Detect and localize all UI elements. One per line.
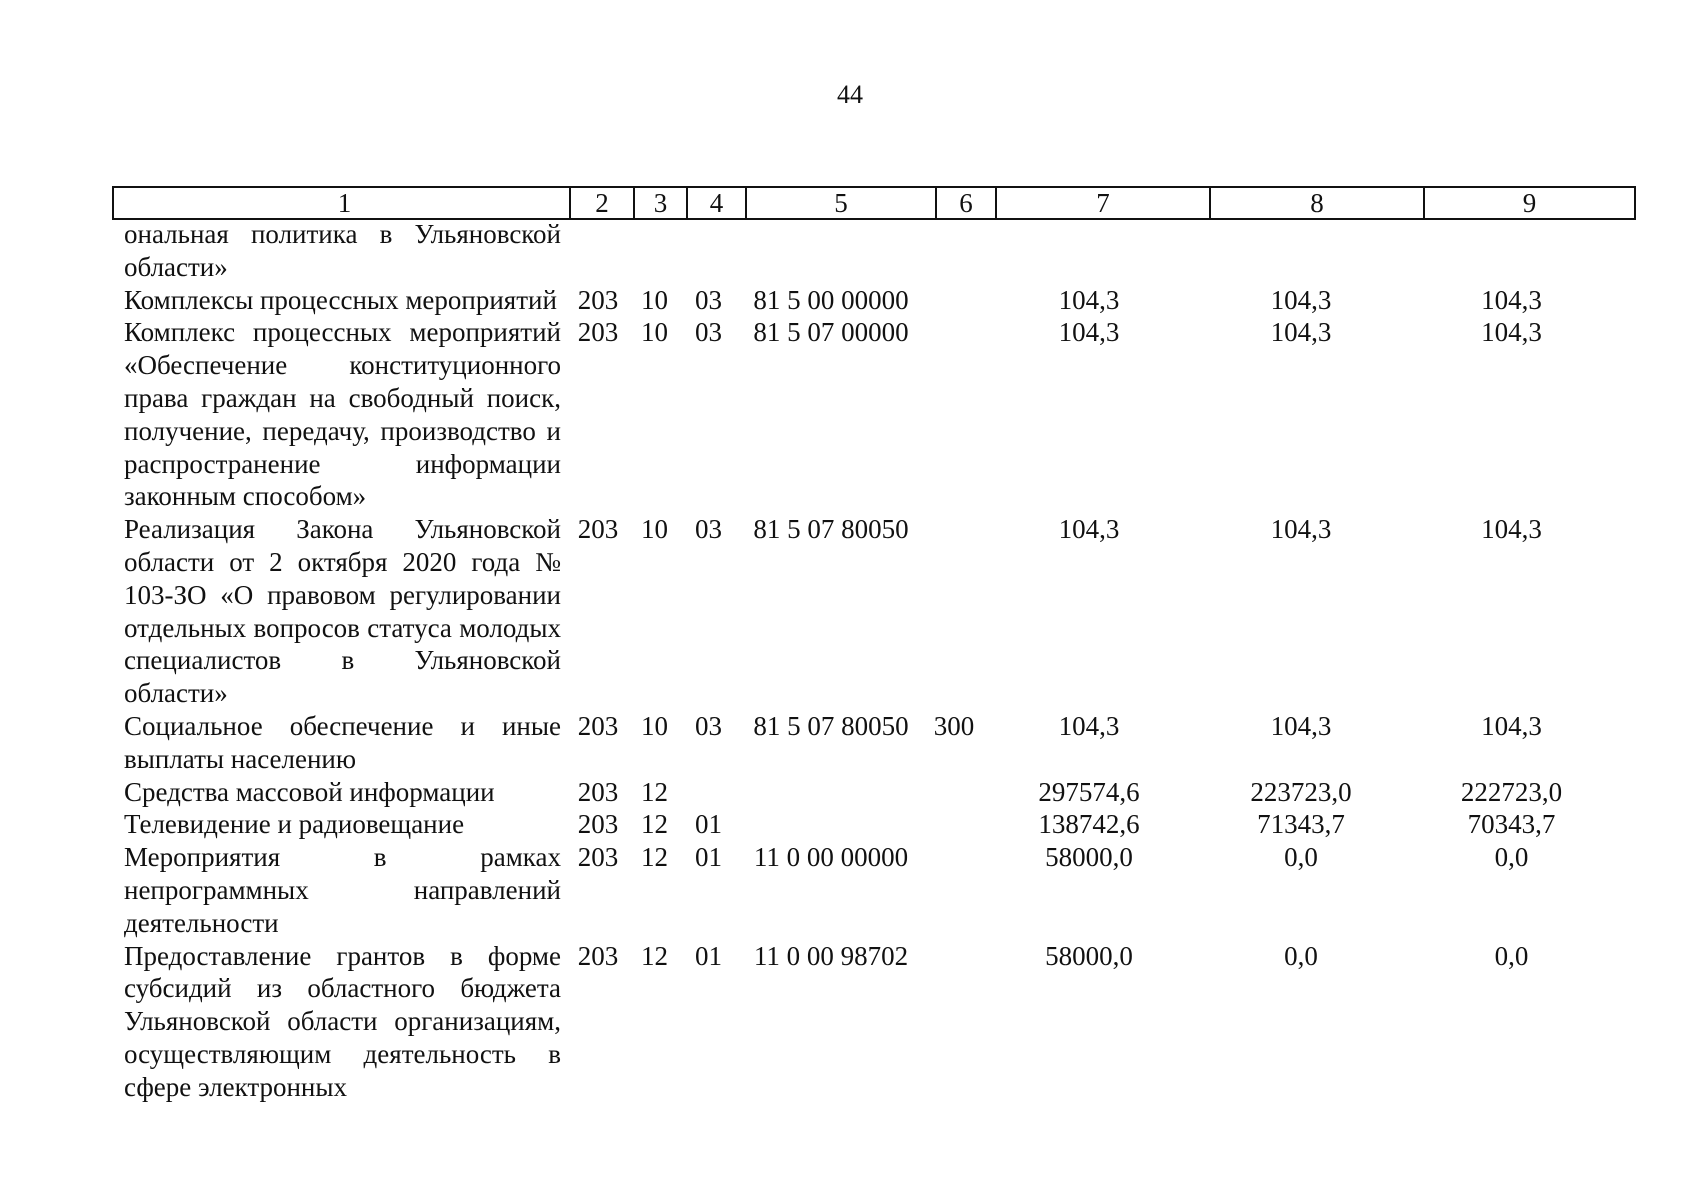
row-cell-col-7: 138742,6: [1038, 809, 1140, 840]
row-cell-col-8: 0,0: [1284, 842, 1318, 873]
row-cell-col-4: 03: [695, 514, 722, 545]
row-description: Комплексы процессных мероприятий: [124, 284, 557, 315]
row-cell-col-3: 10: [641, 317, 668, 348]
table-row: [112, 218, 1616, 284]
budget-table: [112, 218, 1616, 1104]
row-cell-col-8: 104,3: [1270, 317, 1332, 348]
budget-table-body: [112, 218, 1616, 1104]
row-cell-col-9: 104,3: [1481, 317, 1542, 348]
row-cell-col-3: 12: [641, 809, 668, 840]
row-cell-col-2: 203: [577, 842, 619, 873]
row-cell-col-6: [925, 808, 983, 841]
header-col-5: 5: [746, 187, 936, 219]
row-cell-col-2: 203: [577, 940, 619, 971]
row-cell-col-4: 01: [695, 940, 722, 971]
row-cell-col-3: 12: [641, 940, 668, 971]
table-row: [112, 808, 1616, 841]
row-cell-col-2: 203: [577, 776, 619, 807]
row-description: Средства массовой информации: [124, 776, 495, 807]
row-cell-col-9: 0,0: [1494, 842, 1529, 873]
row-cell-col-3: 10: [641, 710, 668, 741]
table-row: [112, 776, 1616, 809]
header-col-6: 6: [936, 187, 996, 219]
row-cell-col-8: 104,3: [1270, 710, 1332, 741]
header-col-8: 8: [1210, 187, 1424, 219]
row-cell-col-9: 0,0: [1494, 940, 1529, 971]
header-col-2: 2: [570, 187, 634, 219]
row-cell-col-5: 11 0 00 00000: [753, 842, 909, 873]
row-description: Телевидение и радиовещание: [124, 809, 465, 840]
table-row: [112, 710, 1616, 776]
row-cell-col-3: 10: [641, 284, 668, 315]
row-cell-col-2: 203: [577, 317, 619, 348]
row-cell-col-7: 104,3: [1058, 710, 1120, 741]
row-cell-col-7: 104,3: [1058, 284, 1120, 315]
row-cell-col-2: 203: [577, 284, 619, 315]
row-cell-col-2: 203: [577, 514, 619, 545]
row-cell-col-2: 203: [577, 809, 619, 840]
row-cell-col-3: 10: [641, 514, 668, 545]
row-cell-col-4: [680, 776, 737, 809]
row-cell-col-6: [925, 218, 983, 284]
row-cell-col-6: [925, 841, 983, 939]
row-cell-col-8: 104,3: [1270, 514, 1332, 545]
table-row: [112, 940, 1616, 1104]
row-cell-col-7: 58000,0: [1045, 940, 1133, 971]
row-cell-col-4: 01: [695, 842, 722, 873]
row-cell-col-9: [1407, 218, 1616, 284]
row-cell-col-9: 104,3: [1481, 284, 1542, 315]
row-cell-col-6: [925, 776, 983, 809]
row-cell-col-4: 03: [695, 284, 722, 315]
row-description: ональная политика в Ульяновской области»: [124, 219, 561, 282]
row-cell-col-8: 104,3: [1270, 284, 1332, 315]
row-cell-col-5: 81 5 00 00000: [753, 284, 909, 315]
row-cell-col-5: 81 5 07 80050: [753, 710, 909, 741]
row-cell-col-5: [737, 776, 925, 809]
row-cell-col-2: [567, 218, 629, 284]
row-cell-col-6: 300: [933, 710, 975, 741]
row-description: Предоставление грантов в форме субсидий из областного бюджета Ульяновской области организациям, осуществляющим деятельность в сфере электронных: [124, 940, 561, 1102]
row-cell-col-9: 104,3: [1481, 710, 1542, 741]
row-cell-col-4: [680, 218, 737, 284]
table-row: [112, 513, 1616, 710]
table-row: [112, 316, 1616, 513]
row-cell-col-5: [737, 218, 925, 284]
row-cell-col-9: 70343,7: [1467, 809, 1556, 840]
row-cell-col-8: 223723,0: [1250, 776, 1352, 807]
header-col-7: 7: [996, 187, 1210, 219]
column-header-table: [112, 186, 1636, 220]
table-row: [112, 284, 1616, 317]
row-cell-col-7: 104,3: [1058, 317, 1120, 348]
row-cell-col-7: 297574,6: [1038, 776, 1140, 807]
row-cell-col-4: 03: [695, 710, 722, 741]
row-cell-col-5: 81 5 07 80050: [753, 514, 909, 545]
row-cell-col-6: [925, 940, 983, 1104]
header-row: [113, 187, 1635, 219]
row-cell-col-6: [925, 513, 983, 710]
row-cell-col-3: [629, 218, 680, 284]
row-cell-col-6: [925, 316, 983, 513]
row-cell-col-7: [983, 218, 1195, 284]
row-cell-col-9: 222723,0: [1460, 776, 1563, 807]
table-row: [112, 841, 1616, 939]
row-cell-col-7: 104,3: [1058, 514, 1120, 545]
row-cell-col-9: 104,3: [1481, 514, 1542, 545]
row-cell-col-4: 01: [695, 809, 722, 840]
row-cell-col-8: 0,0: [1284, 940, 1318, 971]
page-number: 44: [837, 80, 863, 109]
header-col-9: 9: [1424, 187, 1635, 219]
row-description: Реализация Закона Ульяновской области от 2 октября 2020 года № 103-ЗО «О правовом регулировании отдельных вопросов статуса молодых специалистов в Ульяновской области»: [124, 514, 561, 709]
row-cell-col-8: 71343,7: [1257, 809, 1345, 840]
header-col-3: 3: [634, 187, 687, 219]
row-cell-col-5: 11 0 00 98702: [753, 940, 909, 971]
row-description: Мероприятия в рамках непрограммных направлений деятельности: [124, 842, 561, 938]
row-cell-col-5: 81 5 07 00000: [753, 317, 909, 348]
row-description: Комплекс процессных мероприятий «Обеспечение конституционного права граждан на свободный поиск, получение, передачу, производство и распространение информации законным способом»: [124, 317, 561, 512]
header-col-4: 4: [687, 187, 746, 219]
row-cell-col-3: 12: [641, 776, 668, 807]
row-cell-col-4: 03: [695, 317, 722, 348]
row-cell-col-8: [1195, 218, 1407, 284]
row-description: Социальное обеспечение и иные выплаты населению: [124, 710, 561, 774]
row-cell-col-2: 203: [577, 710, 619, 741]
row-cell-col-7: 58000,0: [1045, 842, 1133, 873]
row-cell-col-6: [925, 284, 983, 317]
row-cell-col-3: 12: [641, 842, 668, 873]
header-col-1: 1: [113, 187, 570, 219]
row-cell-col-5: [737, 808, 925, 841]
